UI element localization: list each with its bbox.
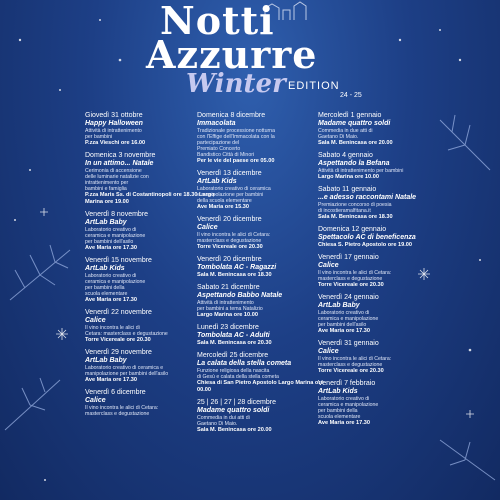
event-date: Venerdì 29 novembre (85, 349, 152, 356)
event-name: Immacolata (197, 120, 236, 127)
event-description-line: masterclass e degustazione (197, 238, 262, 244)
event-date: Venerdì 15 novembre (85, 257, 152, 264)
event-name: Calice (318, 348, 339, 355)
event-date: Sabato 11 gennaio (318, 186, 377, 193)
event-description-line: Funzione religiosa della nascita (197, 368, 270, 374)
event-date: Venerdì 20 dicembre (197, 216, 262, 223)
event-name: ArtLab Baby (85, 219, 127, 226)
event-name: ArtLab Baby (85, 357, 127, 364)
event-description-line: Commedia in due atti di (318, 128, 373, 134)
event-description-line: Laboratorio creativo di ceramica e (85, 365, 164, 371)
event-description-line: Tradizionale processione notturna (197, 128, 275, 134)
event-description-line: partecipazione del (197, 140, 240, 146)
event-description-line: masterclass e degustazione (318, 362, 383, 368)
event-place-time: Largo Marina ore 10.00 (197, 312, 258, 318)
event-item (318, 340, 458, 375)
event-name: ArtLab Baby (318, 302, 360, 309)
event-date: Venerdì 24 gennaio (318, 294, 379, 301)
events-column-2 (197, 112, 337, 439)
event-place-time: Chiesa di San Pietro Apostolo Largo Marina ore 00.00 (197, 380, 324, 393)
event-item (318, 254, 458, 289)
event-place-time: P.zza Maris Ss. di Costantinopoli ore 18.30 Largo Marina ore 19.00 (85, 192, 215, 205)
event-description-line: Il vino incontra le alici di Cetara: (197, 232, 271, 238)
event-date: Giovedì 31 ottobre (85, 112, 143, 119)
event-date: Lunedì 23 dicembre (197, 324, 259, 331)
event-name: Calice (318, 262, 339, 269)
event-item (197, 399, 337, 434)
event-place-time: Ave Maria ore 17.30 (318, 420, 371, 426)
event-item (318, 152, 458, 181)
event-place-time: Ave Maria ore 15.30 (197, 204, 250, 210)
event-place-time: Per le vie del paese ore 05.00 (197, 158, 275, 164)
event-description-line: bambini e famiglia (85, 186, 127, 192)
event-item (197, 324, 337, 347)
event-description-line: Bandistico Città di Minori (197, 152, 255, 158)
event-description-line: Attività di intrattenimento (85, 128, 142, 134)
event-name: Tombolata AC - Ragazzi (197, 264, 277, 271)
event-item (197, 216, 337, 251)
event-date: Venerdì 22 novembre (85, 309, 152, 316)
event-place-time: Torre Vicereale ore 20.30 (85, 337, 151, 343)
event-item (197, 112, 337, 165)
event-description-line: ceramica e manipolazione (85, 279, 146, 285)
event-name: ArtLab Kids (197, 178, 237, 185)
event-date: Venerdì 31 gennaio (318, 340, 379, 347)
event-item (197, 284, 337, 319)
event-place-time: Sala M. Benincasa ore 20.30 (197, 340, 272, 346)
event-place-time: Ave Maria ore 17.30 (85, 245, 138, 251)
event-place-time: Torre Vicereale ore 20.30 (318, 368, 384, 374)
event-place-time: Largo Marina ore 10.00 (318, 174, 379, 180)
event-description-line: Premiazione concorso di poesia (318, 202, 392, 208)
years-label: 24 - 25 (340, 92, 362, 99)
event-place-time: Sala M. Benincasa ore 18.30 (197, 272, 272, 278)
event-description-line: Laboratorio creativo di ceramica (197, 186, 271, 192)
event-description-line: per bambini a tema Natalizio (197, 306, 263, 312)
event-place-time: Sala M. Benincasa ore 18.30 (318, 214, 393, 220)
event-description-line: per bambini dell'asilo (318, 322, 367, 328)
event-name: ...e adesso raccontami Natale (318, 194, 417, 201)
event-date: Sabato 4 gennaio (318, 152, 373, 159)
event-description-line: masterclass e degustazione (318, 276, 383, 282)
title-line-1: Notti (160, 0, 275, 43)
events-column-3 (318, 112, 458, 432)
event-place-time: Sala M. Benincasa ore 20.00 (197, 427, 272, 433)
event-description-line: ceramica e manipolazione (318, 402, 379, 408)
event-item (318, 112, 458, 147)
event-description-line: scuola elementare (85, 291, 128, 297)
event-description-line: manipolazione per bambini dell'asilo (85, 371, 169, 377)
event-description-line: Cetara: masterclass e degustazione (85, 331, 168, 337)
event-description-line: per bambini della (318, 408, 358, 414)
event-date: Domenica 12 gennaio (318, 226, 387, 233)
event-place-time: P.zza Vieschi ore 16.00 (85, 140, 146, 146)
poster-header (0, 0, 500, 108)
event-date: Venerdì 13 dicembre (197, 170, 262, 177)
title-line-2: Azzurre (146, 32, 318, 77)
event-date: Domenica 8 dicembre (197, 112, 266, 119)
event-description-line: Il vino incontra le alici di Cetara: (85, 405, 159, 411)
event-name: La calata della stella cometa (197, 360, 292, 367)
event-item (197, 256, 337, 279)
event-description-line: Gaetano Di Maio. (197, 421, 238, 427)
event-place-time: Torre Vicereale ore 20.30 (197, 244, 263, 250)
event-description-line: con l'Effige dell'Immacolata con la (197, 134, 275, 140)
event-name: Madame quattro soldi (318, 120, 391, 127)
event-description-line: ceramica e manipolazione (85, 233, 146, 239)
event-item (318, 226, 458, 249)
event-description-line: ceramica e manipolazione (318, 316, 379, 322)
event-description-line: delle luminarie natalizie con (85, 174, 149, 180)
event-description-line: Cerimonia di accensione (85, 168, 142, 174)
edition-label: EDITION (288, 80, 340, 92)
event-place-time: Ave Maria ore 17.30 (85, 377, 138, 383)
event-date: 25 | 26 | 27 | 28 dicembre (197, 399, 277, 406)
event-description-line: scuola elementare (318, 414, 361, 420)
event-description-line: della scuola elementare (197, 198, 252, 204)
event-name: Tombolata AC - Adulti (197, 332, 270, 339)
event-description-line: Premiato Concerto (197, 146, 241, 152)
event-place-time: Ave Maria ore 17.30 (318, 328, 371, 334)
event-description-line: Il vino incontra le alici di Cetara: (318, 356, 392, 362)
event-name: Madame quattro soldi (197, 407, 270, 414)
event-item (318, 380, 458, 427)
event-name: ArtLab Kids (318, 388, 358, 395)
event-item (197, 170, 337, 211)
event-date: Venerdì 6 dicembre (85, 389, 146, 396)
event-place-time: Ave Maria ore 17.30 (85, 297, 138, 303)
event-date: Venerdì 8 novembre (85, 211, 149, 218)
event-name: Calice (85, 397, 106, 404)
event-item (318, 294, 458, 335)
event-date: Domenica 3 novembre (85, 152, 156, 159)
event-description-line: di incostieramalfitana.it (318, 208, 371, 214)
event-description-line: di Gesù e calata della stella cometa (197, 374, 279, 380)
event-item (197, 352, 337, 394)
event-name: Aspettando Babbo Natale (197, 292, 283, 299)
event-place-time: Torre Vicereale ore 20.30 (318, 282, 384, 288)
event-description-line: Laboratorio creativo di (318, 396, 370, 402)
event-description-line: e manipolazione per bambini (197, 192, 264, 198)
event-name: Calice (197, 224, 218, 231)
event-description-line: masterclass e degustazione (85, 411, 150, 417)
event-place-time: Chiesa S. Pietro Apostolo ore 19.00 (318, 242, 412, 248)
event-date: Venerdì 7 febbraio (318, 380, 376, 387)
event-description-line: Attività di intrattenimento per bambini (318, 168, 404, 174)
event-description-line: Gaetano Di Maio. (318, 134, 359, 140)
event-description-line: Il vino incontra le alici di (85, 325, 140, 331)
event-description-line: Laboratorio creativo di (318, 310, 370, 316)
event-place-time: Sala M. Benincasa ore 20.00 (318, 140, 393, 146)
event-name: In un attimo... Natale (85, 160, 154, 167)
event-item (318, 186, 458, 221)
event-name: ArtLab Kids (85, 265, 125, 272)
event-description-line: per bambini della (85, 285, 125, 291)
event-date: Venerdì 17 gennaio (318, 254, 379, 261)
event-date: Mercoledì 25 dicembre (197, 352, 269, 359)
event-date: Venerdì 20 dicembre (197, 256, 262, 263)
event-date: Sabato 21 dicembre (197, 284, 260, 291)
event-date: Mercoledì 1 gennaio (318, 112, 382, 119)
event-description-line: per bambini (85, 134, 113, 140)
event-description-line: Attività di intrattenimento (197, 300, 254, 306)
event-description-line: Laboratorio creativo di (85, 273, 137, 279)
event-name: Aspettando la Befana (318, 160, 390, 167)
event-description-line: Laboratorio creativo di (85, 227, 137, 233)
event-description-line: Commedia in dui atti di (197, 415, 250, 421)
subtitle-script: Winter (186, 69, 286, 99)
event-name: Happy Halloween (85, 120, 143, 127)
event-description-line: intrattenimento per (85, 180, 129, 186)
event-description-line: per bambini dell'asilo (85, 239, 134, 245)
event-name: Calice (85, 317, 106, 324)
event-description-line: Il vino incontra le alici di Cetara: (318, 270, 392, 276)
event-name: Spettacolo AC di beneficenza (318, 234, 416, 241)
